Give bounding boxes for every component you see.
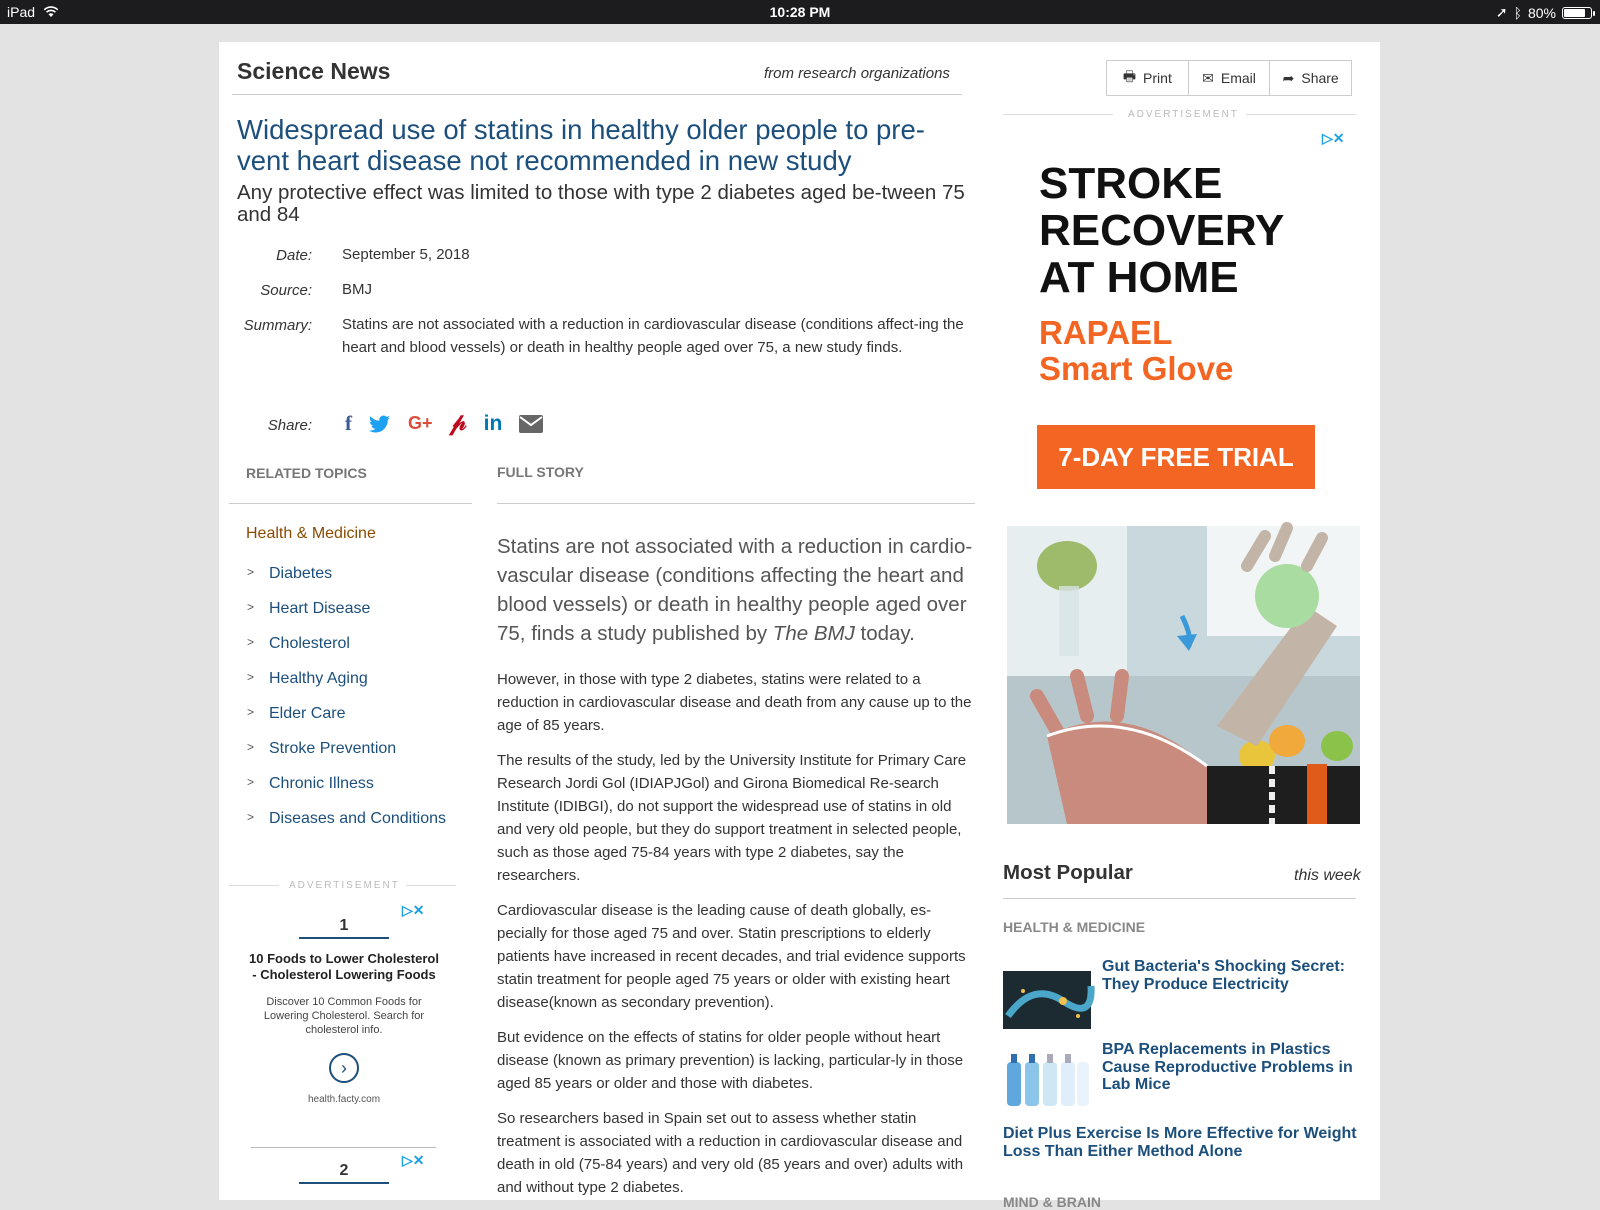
- topic-link-diabetes[interactable]: [247, 565, 332, 583]
- chevron-right-icon: >: [247, 810, 255, 824]
- topic-link-chronic-illness[interactable]: [247, 775, 374, 793]
- share-arrow-icon: ➦: [1282, 69, 1295, 86]
- chevron-right-icon: >: [247, 740, 255, 754]
- ad-brand-line-2: Smart Glove: [1039, 350, 1234, 387]
- chevron-right-icon: >: [247, 775, 255, 789]
- topic-label: Diseases and Conditions: [269, 810, 446, 827]
- bacteria-thumbnail[interactable]: [1003, 971, 1091, 1029]
- envelope-icon: ✉: [1202, 69, 1214, 86]
- ad-brand-line-1: RAPAEL: [1039, 314, 1173, 351]
- body-paragraph: However, in those with type 2 diabetes, statins were related to a reduction in cardiovascular disease and death from any cause up to the age of 85 years.: [497, 671, 972, 734]
- share-button[interactable]: [1270, 61, 1351, 95]
- ad-number: 1: [299, 917, 389, 939]
- popular-link-3[interactable]: Diet Plus Exercise Is More Effective for Weight Loss Than Either Method Alone: [1003, 1125, 1357, 1160]
- print-button[interactable]: [1107, 61, 1189, 95]
- ad-rule-right: [1246, 114, 1356, 115]
- toolbar: [1106, 60, 1352, 96]
- battery-percent: 80%: [1527, 4, 1556, 21]
- status-right: [1496, 4, 1592, 21]
- ad-title: 10 Foods to Lower Cholesterol - Cholesterol Lowering Foods: [249, 951, 439, 982]
- chevron-right-icon: >: [247, 600, 255, 614]
- full-story-divider: [497, 503, 975, 504]
- ad-arrow-icon[interactable]: ›: [329, 1053, 359, 1083]
- popular-link-2[interactable]: BPA Replacements in Plastics Cause Reproductive Problems in Lab Mice: [1102, 1041, 1353, 1093]
- twitter-icon[interactable]: [369, 415, 391, 433]
- popular-link-1[interactable]: Gut Bacteria's Shocking Secret: They Produce Electricity: [1102, 958, 1345, 993]
- facebook-icon[interactable]: f: [345, 411, 352, 435]
- chevron-right-icon: >: [247, 705, 255, 719]
- site-tagline: from research organizations: [764, 65, 950, 82]
- date-label: Date:: [276, 247, 312, 264]
- topic-label: Healthy Aging: [269, 670, 368, 687]
- topic-link-healthy-aging[interactable]: [247, 670, 368, 688]
- next-category: MIND & BRAIN: [1003, 1194, 1101, 1210]
- body-paragraph: Cardiovascular disease is the leading cause of death globally, es-pecially for those aged 75 and over. Statin prescriptions to elderly patients have increased in recent decades, and trial evidence supports statin treatment for people aged 75 years or older with existing heart disease(known as secondary prevention).: [497, 902, 966, 1011]
- email-button[interactable]: [1189, 61, 1271, 95]
- topic-label: Elder Care: [269, 705, 346, 722]
- ad-rule-right: [406, 885, 456, 886]
- ad-glove-image[interactable]: [1007, 526, 1360, 824]
- topic-label: Chronic Illness: [269, 775, 374, 792]
- adchoices-icon[interactable]: ▷✕: [402, 902, 425, 918]
- battery-fill: [1564, 9, 1585, 17]
- chevron-right-icon: >: [247, 635, 255, 649]
- email-icon[interactable]: [519, 415, 543, 433]
- topic-link-elder-care[interactable]: [247, 705, 345, 723]
- topic-label: Stroke Prevention: [269, 740, 397, 757]
- chevron-right-icon: >: [247, 670, 255, 684]
- topic-label: Cholesterol: [269, 635, 350, 652]
- site-title[interactable]: Science News: [237, 58, 391, 84]
- left-ad-label: ADVERTISEMENT: [289, 880, 400, 891]
- adchoices-icon[interactable]: ▷✕: [402, 1152, 425, 1168]
- source-label: Source:: [260, 282, 312, 299]
- lead-text: Statins are not associated with a reduction in cardio-vascular disease (conditions affecting the heart and blood vessels) or death in healthy people aged over 75, finds a study published by: [497, 535, 973, 645]
- ad-rule-left: [229, 885, 279, 886]
- clock: 10:28 PM: [769, 4, 831, 20]
- share-icons: [345, 410, 543, 437]
- google-plus-icon[interactable]: G+: [408, 413, 433, 433]
- adchoices-icon[interactable]: ▷✕: [1322, 130, 1345, 146]
- ad-number: 2: [299, 1162, 389, 1184]
- related-topics-label: RELATED TOPICS: [246, 465, 367, 481]
- free-trial-button[interactable]: 7-DAY FREE TRIAL: [1037, 425, 1315, 489]
- topic-link-heart-disease[interactable]: [247, 600, 370, 618]
- most-popular-category: HEALTH & MEDICINE: [1003, 919, 1146, 935]
- topic-label: Heart Disease: [269, 600, 371, 617]
- share-label: Share: [1301, 70, 1339, 86]
- left-ad-divider: [251, 1147, 436, 1148]
- most-popular-period[interactable]: this week: [1294, 867, 1361, 884]
- ad-description: Discover 10 Common Foods for Lowering Cholesterol. Search for cholesterol info.: [263, 996, 425, 1036]
- related-divider: [229, 503, 472, 504]
- email-label: Email: [1220, 70, 1256, 86]
- share-row-label: Share:: [267, 417, 312, 434]
- date-value: September 5, 2018: [342, 246, 470, 263]
- topic-link-diseases-and-conditions[interactable]: [247, 810, 446, 828]
- ad-brand[interactable]: [1039, 315, 1233, 387]
- device-name: iPad: [7, 4, 36, 20]
- article-page: [219, 42, 1380, 1210]
- most-popular-divider: [1003, 898, 1356, 899]
- lead-journal[interactable]: The BMJ: [772, 622, 855, 645]
- bottles-thumbnail[interactable]: [1003, 1050, 1091, 1108]
- location-icon: ➚: [1495, 4, 1508, 20]
- right-ad-label: ADVERTISEMENT: [1128, 109, 1239, 120]
- article-headline: Widespread use of statins in healthy older people to pre-vent heart disease not recommended in new study: [237, 114, 925, 176]
- most-popular-title: Most Popular: [1003, 861, 1133, 884]
- article-subheadline: Any protective effect was limited to those with type 2 diabetes aged be-tween 75 and 84: [237, 181, 965, 226]
- bottles-image: [1003, 1050, 1091, 1108]
- left-ad-unit-2[interactable]: [249, 1162, 439, 1184]
- body-paragraph: So researchers based in Spain set out to assess whether statin treatment is associated with a reduction in cardiovascular disease and death in old (75-84 years) and very old (85 years and over) adults with and without type 2 diabetes.: [497, 1110, 964, 1196]
- bacteria-image: [1003, 971, 1091, 1029]
- lead-paragraph: [497, 532, 977, 648]
- topic-label: Diabetes: [269, 565, 333, 582]
- ad-domain: health.facty.com: [307, 1094, 381, 1105]
- linkedin-icon[interactable]: in: [483, 411, 503, 435]
- bluetooth-icon: ᛒ: [1513, 4, 1522, 21]
- lead-text-end: today.: [854, 622, 915, 645]
- battery-icon: [1562, 7, 1592, 19]
- pinterest-icon[interactable]: 𝓅: [449, 410, 467, 436]
- body-paragraph: But evidence on the effects of statins for older people without heart disease (known as primary prevention) is lacking, particular-ly in those aged 85 years or older and those with diabetes.: [497, 1029, 964, 1092]
- left-ad-unit-1[interactable]: [249, 917, 439, 1105]
- topic-category[interactable]: Health & Medicine: [246, 525, 376, 542]
- header-divider: [232, 94, 962, 95]
- summary-label: Summary:: [243, 317, 312, 334]
- status-bar: [0, 0, 1600, 24]
- print-label: Print: [1143, 70, 1172, 86]
- summary-value: Statins are not associated with a reduction in cardiovascular disease (conditions affect-ing the heart and blood vessels) or death in healthy people aged over 75, a new study finds.: [342, 316, 964, 356]
- ad-headline[interactable]: STROKE RECOVERY AT HOME: [1039, 159, 1284, 302]
- glove-illustration: [1007, 526, 1360, 824]
- topic-link-cholesterol[interactable]: [247, 635, 350, 653]
- print-icon: 🖶: [1122, 68, 1137, 84]
- ad-rule-left: [1003, 114, 1113, 115]
- full-story-label: FULL STORY: [497, 464, 584, 480]
- source-value: BMJ: [342, 281, 372, 298]
- chevron-right-icon: >: [247, 565, 255, 579]
- body-paragraph: The results of the study, led by the University Institute for Primary Care Research Jordi Gol (IDIAPJGol) and Girona Biomedical Re-search Institute (IDIBGI), do not support the widespread use of statins in old and very old people, but they do support treatment in selected people, such as those aged 75-84 years with type 2 diabetes, say the researchers.: [497, 752, 967, 884]
- topic-link-stroke-prevention[interactable]: [247, 740, 396, 758]
